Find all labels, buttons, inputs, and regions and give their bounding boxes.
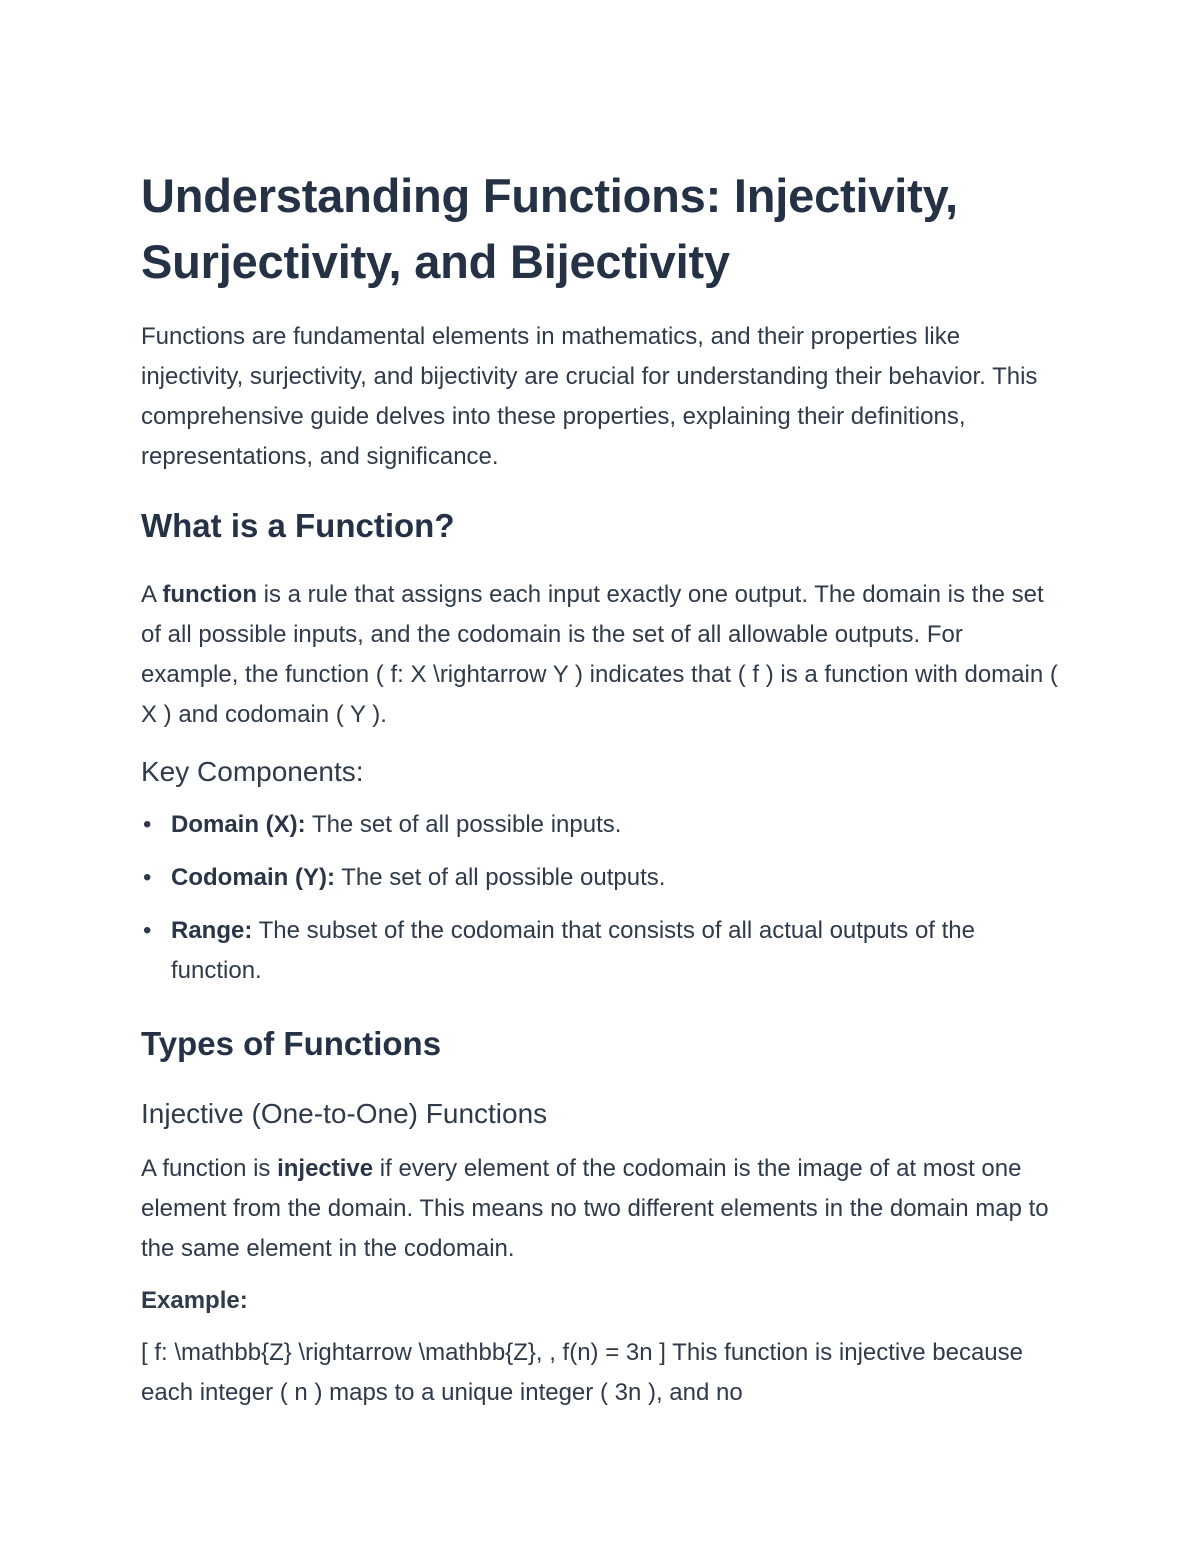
list-item <box>141 858 1060 898</box>
injective-definition-rest: if every element of the codomain is the image of at most one element from the domain. This means no two different elements in the domain map to the same element in the codomain. <box>141 1155 1049 1262</box>
injective-term: injective <box>277 1155 374 1182</box>
list-item <box>141 805 1060 845</box>
list-item-term: Domain (X): <box>171 811 306 838</box>
section-heading-what-is-function: What is a Function? <box>141 507 455 544</box>
list-item-text: The set of all possible outputs. <box>334 864 666 891</box>
function-definition-rest: is a rule that assigns each input exactly one output. The domain is the set of all possible inputs, and the codomain is the set of all allowable outputs. For example, the function ( f: X \rightarrow Y ) indicates that ( f ) is a function with domain ( X ) and codomain ( Y ). <box>141 581 1058 728</box>
function-term: function <box>162 581 257 608</box>
subheading-key-components: Key Components: <box>141 756 364 787</box>
page-title: Understanding Functions: Injectivity, Surjectivity, and Bijectivity <box>141 169 958 288</box>
intro-paragraph: Functions are fundamental elements in mathematics, and their properties like injectivity, surjectivity, and bijectivity are crucial for understanding their behavior. This comprehensive guide delves into these properties, explaining their definitions, representations, and significance. <box>141 323 1038 470</box>
list-item-term: Codomain (Y): <box>171 864 335 891</box>
injective-definition-paragraph <box>141 1149 1060 1269</box>
list-item-text: The set of all possible inputs. <box>305 811 622 838</box>
bullet-icon: • <box>143 811 152 838</box>
function-definition-paragraph <box>141 575 1060 735</box>
key-components-list <box>141 805 1060 991</box>
injective-definition-lead: A function is <box>141 1155 278 1182</box>
example-label: Example: <box>141 1287 248 1314</box>
section-heading-types-of-functions: Types of Functions <box>141 1025 442 1062</box>
list-item <box>141 911 1060 991</box>
example-paragraph: [ f: \mathbb{Z} \rightarrow \mathbb{Z}, , f(n) = 3n ] This function is injective because each integer ( n ) maps to a unique integer ( 3n ), and no <box>141 1339 1023 1406</box>
list-item-term: Range: <box>171 917 253 944</box>
list-item-text: The subset of the codomain that consists of all actual outputs of the function. <box>171 917 976 984</box>
function-definition-lead: A <box>141 581 163 608</box>
bullet-icon: • <box>143 917 152 944</box>
subheading-injective-functions: Injective (One-to-One) Functions <box>141 1098 548 1129</box>
bullet-icon: • <box>143 864 152 891</box>
